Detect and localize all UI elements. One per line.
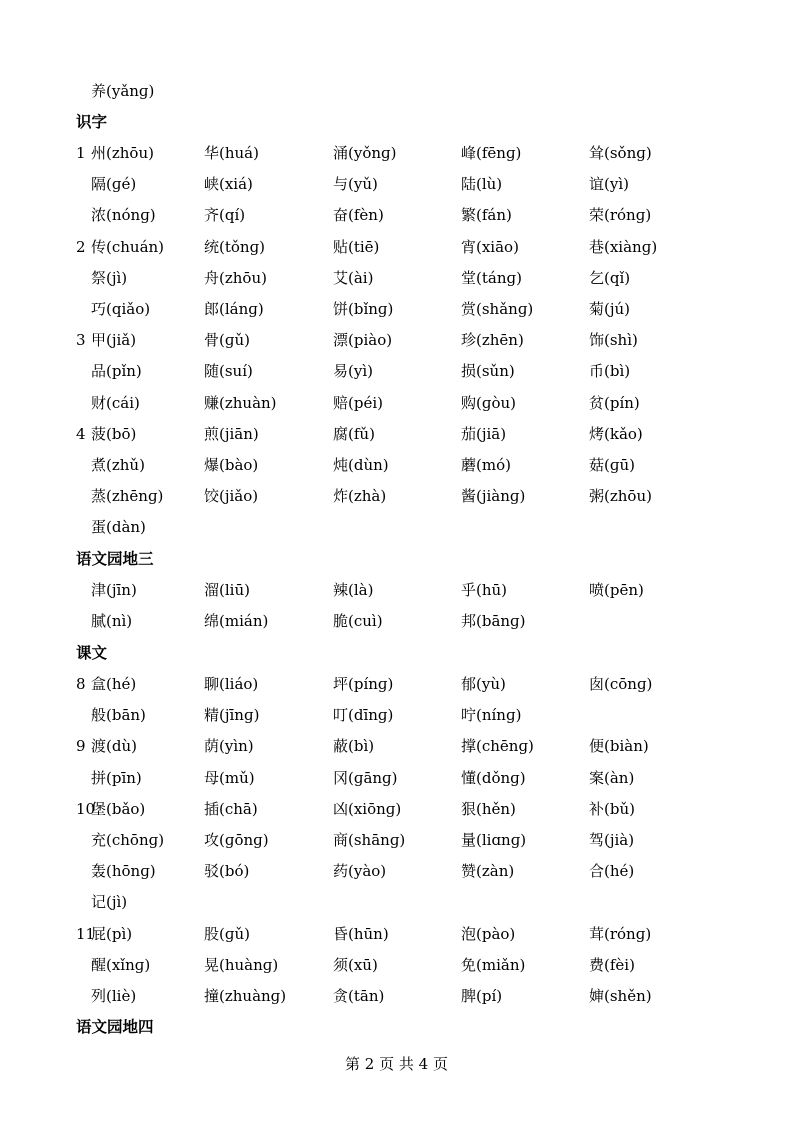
vocab-item: 撑(chēnɡ) [461, 737, 534, 756]
vocab-item: 菊(jú) [589, 300, 631, 318]
lesson-number: 2 [76, 237, 86, 256]
vocab-item: 陆(lù) [461, 175, 503, 194]
vocab-item: 祭(jì) [91, 268, 128, 287]
vocab-item: 驳(bó) [204, 862, 250, 881]
vocab-item: 盒(hé) [91, 675, 137, 693]
vocab-row [0, 856, 793, 887]
vocab-item: 堂(tánɡ) [461, 268, 522, 287]
vocab-item: 渡(dù) [91, 737, 137, 756]
vocab-item: 茄(jiā) [461, 424, 507, 443]
vocab-item: 耸(sǒnɡ) [589, 144, 652, 162]
vocab-item: 艾(ài) [333, 268, 374, 287]
vocab-row [0, 512, 793, 543]
vocab-item: 荣(rónɡ) [589, 206, 652, 225]
vocab-item: 贪(tān) [333, 987, 385, 1005]
vocab-item: 晃(huànɡ) [204, 955, 279, 974]
vocab-item: 醒(xǐnɡ) [91, 955, 151, 974]
lesson-number: 4 [76, 424, 86, 443]
vocab-item: 贴(tiē) [333, 237, 380, 256]
vocab-item: 撞(zhuànɡ) [204, 987, 287, 1005]
vocab-item: 粥(zhōu) [589, 487, 652, 506]
vocab-item: 饺(jiǎo) [204, 487, 259, 506]
vocab-item: 懂(dǒnɡ) [461, 768, 526, 787]
lesson-number: 3 [76, 331, 86, 350]
vocab-item: 婶(shěn) [589, 987, 652, 1005]
vocab-item: 坪(pínɡ) [333, 675, 394, 693]
vocab-item: 谊(yì) [589, 175, 629, 194]
vocab-item: 免(miǎn) [461, 955, 526, 974]
vocab-row [0, 388, 793, 419]
vocab-row [0, 763, 793, 794]
vocab-item: 统(tǒnɡ) [204, 237, 266, 256]
vocab-item: 聊(liáo) [204, 675, 259, 693]
vocab-item: 烤(kǎo) [589, 424, 643, 443]
vocab-item: 喷(pēn) [589, 581, 644, 599]
vocab-item: 精(jīnɡ) [204, 706, 260, 725]
vocab-item: 赏(shǎnɡ) [461, 300, 534, 318]
vocab-item: 辣(là) [333, 581, 374, 599]
vocab-row [0, 138, 793, 169]
vocab-item: 茸(rónɡ) [589, 924, 652, 943]
vocab-item: 母(mǔ) [204, 768, 255, 787]
vocab-item: 传(chuán) [91, 237, 165, 256]
lesson-number: 9 [76, 737, 86, 756]
vocab-row [0, 263, 793, 294]
vocab-item: 繁(fán) [461, 206, 512, 225]
vocab-row [0, 200, 793, 231]
vocab-item: 赚(zhuàn) [204, 393, 277, 412]
vocab-item: 补(bǔ) [589, 799, 635, 818]
vocab-item: 驾(jià) [589, 831, 635, 849]
vocab-item: 隔(ɡé) [91, 175, 137, 194]
section-heading-shizi: 识字 [76, 113, 108, 131]
vocab-item: 齐(qí) [204, 206, 246, 225]
section-heading-yuwen3: 语文园地三 [76, 550, 154, 568]
vocab-row [0, 419, 793, 450]
vocab-row [0, 731, 793, 762]
section-heading-kewen: 课文 [76, 644, 108, 662]
vocab-item: 费(fèi) [589, 955, 635, 974]
vocab-item: 饼(bǐnɡ) [333, 300, 394, 318]
vocab-item: 溜(liū) [204, 581, 250, 599]
vocab-item: 涌(yǒnɡ) [333, 144, 397, 162]
vocab-item: 绵(mián) [204, 612, 269, 631]
vocab-item: 咛(nínɡ) [461, 706, 522, 725]
vocab-row [0, 606, 793, 637]
vocab-item: 宵(xiāo) [461, 237, 519, 256]
vocab-item: 菇(ɡū) [589, 456, 635, 474]
vocab-item: 贫(pín) [589, 393, 640, 412]
section-heading-yuwen4: 语文园地四 [76, 1018, 154, 1036]
vocab-item: 损(sǔn) [461, 362, 515, 381]
vocab-item: 煎(jiān) [204, 424, 259, 443]
vocab-item: 叮(dīnɡ) [333, 706, 394, 725]
vocab-item: 峡(xiá) [204, 175, 253, 194]
lesson-number: 10 [76, 799, 96, 818]
vocab-row [0, 232, 793, 263]
vocab-row [0, 981, 793, 1012]
vocab-item: 炖(dùn) [333, 456, 389, 474]
vocab-item: 腻(nì) [91, 612, 133, 631]
vocab-row [0, 794, 793, 825]
vocab-row [0, 825, 793, 856]
vocab-row [0, 950, 793, 981]
vocab-row [0, 294, 793, 325]
vocab-item: 量(liɑnɡ) [461, 831, 527, 849]
vocab-item: 蒸(zhēnɡ) [91, 487, 164, 506]
vocab-item: 须(xū) [333, 955, 378, 974]
vocab-row [0, 169, 793, 200]
vocab-item: 昏(hūn) [333, 924, 389, 943]
vocab-item: 郁(yù) [461, 675, 506, 693]
vocab-item: 养(yǎnɡ) [91, 82, 155, 100]
vocab-item: 赞(zàn) [461, 862, 515, 881]
vocab-item: 合(hé) [589, 862, 635, 881]
vocab-item: 浓(nónɡ) [91, 206, 156, 225]
vocab-item: 脾(pí) [461, 987, 503, 1005]
vocab-item: 酱(jiànɡ) [461, 487, 526, 506]
vocab-item: 巷(xiànɡ) [589, 237, 658, 256]
vocab-item: 郎(lánɡ) [204, 300, 264, 318]
vocab-item: 腐(fǔ) [333, 424, 375, 443]
lesson-number: 1 [76, 144, 86, 162]
vocab-item: 攻(ɡōnɡ) [204, 831, 269, 849]
vocab-item: 冈(ɡānɡ) [333, 768, 398, 787]
vocab-item: 奋(fèn) [333, 206, 384, 225]
vocab-item: 品(pǐn) [91, 362, 142, 381]
vocab-item: 股(ɡǔ) [204, 924, 250, 943]
vocab-item: 峰(fēnɡ) [461, 144, 522, 162]
vocab-item: 骨(ɡǔ) [204, 331, 250, 350]
vocab-row [0, 887, 793, 918]
vocab-item: 堡(bǎo) [91, 799, 146, 818]
vocab-item: 凶(xiōnɡ) [333, 799, 402, 818]
vocab-item: 购(ɡòu) [461, 393, 516, 412]
vocab-item: 与(yǔ) [333, 175, 378, 194]
vocab-item: 列(liè) [91, 987, 137, 1005]
vocab-item: 商(shānɡ) [333, 831, 406, 849]
vocab-item: 巧(qiǎo) [91, 300, 151, 318]
vocab-row [0, 669, 793, 700]
vocab-item: 蔽(bì) [333, 737, 375, 756]
vocab-row [0, 481, 793, 512]
vocab-row [0, 356, 793, 387]
vocab-item: 轰(hōnɡ) [91, 862, 156, 881]
vocab-item: 随(suí) [204, 362, 253, 381]
vocab-item: 拼(pīn) [91, 768, 142, 787]
vocab-item: 充(chōnɡ) [91, 831, 165, 849]
vocab-item: 记(jì) [91, 893, 128, 912]
vocab-item: 泡(pào) [461, 924, 516, 943]
vocab-item: 邦(bānɡ) [461, 612, 526, 631]
vocab-row [0, 919, 793, 950]
vocab-item: 财(cái) [91, 393, 140, 412]
vocab-item: 插(chā) [204, 799, 258, 818]
vocab-item: 饰(shì) [589, 331, 638, 350]
vocab-item: 舟(zhōu) [204, 268, 267, 287]
vocab-row [0, 450, 793, 481]
vocab-item: 爆(bào) [204, 456, 259, 474]
lesson-number: 8 [76, 675, 86, 693]
vocab-item: 币(bì) [589, 362, 631, 381]
vocab-item: 狠(hěn) [461, 799, 516, 818]
vocab-item: 案(àn) [589, 768, 635, 787]
vocab-item: 甲(jiǎ) [91, 331, 137, 350]
vocab-item: 药(yào) [333, 862, 387, 881]
top-entry-line [0, 76, 793, 107]
vocab-item: 华(huá) [204, 144, 259, 162]
lesson-number: 11 [76, 924, 96, 943]
vocab-item: 珍(zhēn) [461, 331, 524, 350]
vocab-item: 屁(pì) [91, 924, 133, 943]
vocab-item: 脆(cuì) [333, 612, 383, 631]
vocab-item: 易(yì) [333, 362, 373, 381]
vocab-item: 般(bān) [91, 706, 146, 725]
vocab-item: 菠(bō) [91, 424, 137, 443]
vocab-row [0, 325, 793, 356]
vocab-item: 蛋(dàn) [91, 518, 146, 537]
vocab-item: 囱(cōnɡ) [589, 675, 653, 693]
page-footer: 第 2 页 共 4 页 [345, 1055, 448, 1073]
vocab-row [0, 700, 793, 731]
vocab-item: 蘑(mó) [461, 456, 511, 474]
vocab-item: 漂(piào) [333, 331, 393, 350]
vocab-item: 便(biàn) [589, 737, 649, 756]
vocab-item: 荫(yìn) [204, 737, 254, 756]
vocab-item: 乎(hū) [461, 581, 508, 599]
vocab-item: 乞(qǐ) [589, 268, 631, 287]
vocab-row [0, 575, 793, 606]
vocab-item: 州(zhōu) [91, 144, 154, 162]
vocab-item: 津(jīn) [91, 581, 137, 599]
vocab-item: 煮(zhǔ) [91, 456, 145, 474]
vocab-item: 炸(zhà) [333, 487, 387, 506]
vocab-item: 赔(péi) [333, 393, 383, 412]
